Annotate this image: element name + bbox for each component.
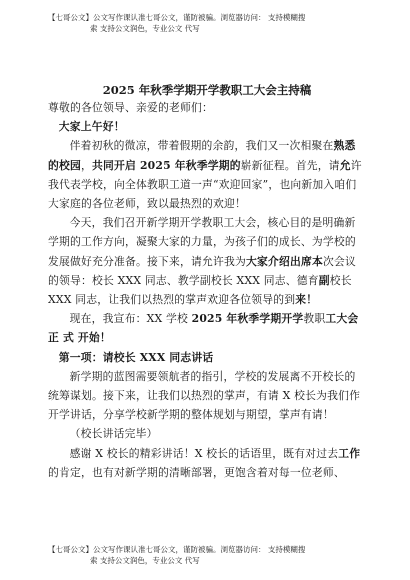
text-run: 伴着初秋的微凉，带着假期的余韵，我们又一次相聚在 bbox=[69, 139, 334, 153]
paragraph-2 bbox=[48, 213, 366, 309]
text-run: 副 bbox=[318, 273, 330, 287]
text-run: 崭新征程。首先，请 bbox=[240, 158, 340, 172]
paragraph-3 bbox=[48, 309, 366, 347]
text-run: 许我代表学校，向全体教职工道一声“欢迎回家”，也向新加入咱们大家庭的各位老师，致以最热烈的欢迎！ bbox=[48, 158, 362, 211]
banner-line-2: 索 支持公文润色，专业公文 代写 bbox=[90, 24, 200, 33]
greeting: 大家上午好！ bbox=[58, 120, 125, 134]
text-run: 2025 年秋季学期开学 bbox=[191, 312, 304, 326]
banner-line-1: 【七哥公文】公文写作课认准七哥公文，谨防被骗。浏览器访问： 支持模糊搜 bbox=[48, 545, 306, 554]
text-run: 熟悉的校园 bbox=[48, 139, 356, 172]
text-run: 今天，我们召开新学期开学教职工大会，核心目的是明确新学期的工作方向，凝聚大家的力量，为孩子们的成长、为学校的发展做好充分准备。接下来，请允许我为 bbox=[48, 216, 356, 268]
document-title: 2025 年秋季学期开学教职工大会主持稿 bbox=[102, 83, 312, 97]
salutation: 尊敬的各位领导、亲爱的老师们： bbox=[48, 101, 213, 114]
text-run: 来！ bbox=[295, 293, 318, 307]
text-run: 绍出席本 bbox=[278, 254, 323, 268]
text-run: 工大会 bbox=[325, 312, 359, 326]
text-run: 现在，我宣布：XX 学校 bbox=[69, 312, 192, 326]
document-body bbox=[48, 82, 366, 482]
text-run: 共同开启 2025 年秋季学期的 bbox=[92, 158, 241, 172]
text-run: 次会议的领导：校长 XXX 同志、教学副校长 XXX 同志、德育 bbox=[48, 254, 356, 287]
item-1-heading: 第一项：请校长 XXX 同志讲话 bbox=[58, 350, 214, 364]
text-run: 校长 XXX 同志，让我们以热烈的掌声欢迎各位领导的到 bbox=[48, 273, 352, 307]
paragraph-1 bbox=[48, 136, 366, 213]
text-run: 工作 bbox=[338, 446, 361, 460]
banner-line-1: 【七哥公文】公文写作课认准七哥公文，谨防被骗。浏览器访问： 支持模糊搜 bbox=[48, 13, 306, 22]
text-run: 的肯定，也有对新学期的清晰部署，更饱含着对每一位老师、 bbox=[48, 465, 345, 479]
paragraph-4 bbox=[48, 367, 366, 425]
text-run: 教职 bbox=[303, 312, 326, 326]
watermark-banner-bottom bbox=[48, 544, 378, 566]
banner-line-2: 索 支持公文润色，专业公文 代写 bbox=[90, 556, 200, 565]
text-run: 大家介 bbox=[245, 254, 279, 268]
text-run: 新学期的蓝图需要领航者的指引，学校的发展离不开校长的统筹谋划。接下来，让我们以热烈的掌声，有请 X 校长为我们作开学讲话，分享学校新学期的整体规划与期望，掌声有请！ bbox=[48, 369, 361, 422]
text-run: ， bbox=[81, 158, 92, 172]
watermark-banner-top bbox=[48, 12, 378, 34]
text-run: 正 式 开始！ bbox=[48, 331, 111, 345]
paragraph-5: （校长讲话完毕） bbox=[69, 427, 158, 441]
text-run: 感谢 X 校长的精彩讲话！X 校长的话语里，既有对过去 bbox=[69, 446, 339, 460]
text-run: 允 bbox=[339, 158, 351, 172]
paragraph-6 bbox=[48, 444, 366, 482]
